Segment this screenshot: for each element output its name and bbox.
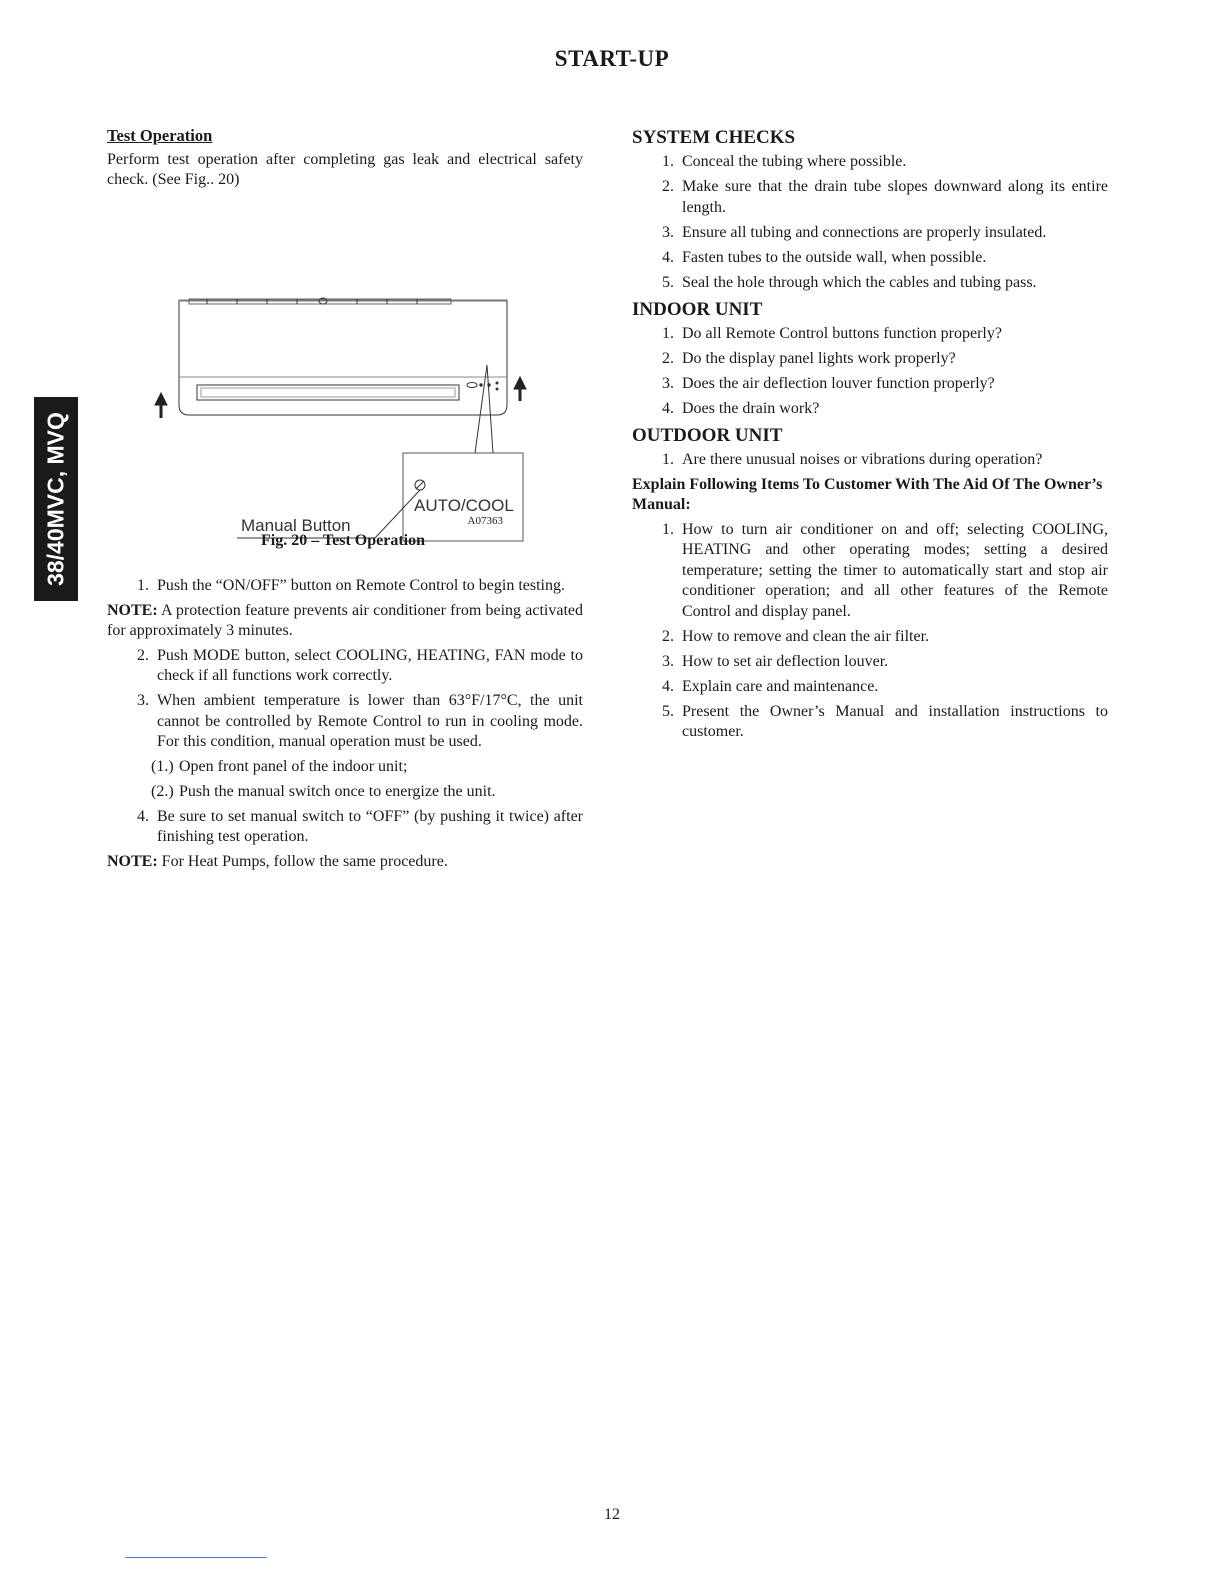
test-step-3: 3. When ambient temperature is lower than 63°F/17°C, the unit cannot be controlled by Remote Control to run in cooling mode. For this condition, manual operation must be used. (1.) Open front panel of the indoor unit; (2.) Push the manual switch once to energize the unit. — [107, 691, 583, 802]
test-step-2: 2. Push MODE button, select COOLING, HEATING, FAN mode to check if all functions work correctly. — [137, 646, 583, 684]
list-item: 1. Conceal the tubing where possible. — [662, 153, 907, 170]
page-number: 12 — [604, 1506, 620, 1523]
list-item: 5. Present the Owner’s Manual and installation instructions to customer. — [662, 702, 1108, 740]
list-item: 3. Does the air deflection louver function properly? — [662, 374, 995, 392]
explain-list — [632, 520, 1108, 743]
list-item: 1. How to turn air conditioner on and off; selecting COOLING, HEATING and other operating modes; setting a desired temperature; setting the timer to automatically start and stop air conditioner operation; and all other features of the Remote Control and display panel. — [662, 520, 1108, 620]
list-item: 2. Do the display panel lights work properly? — [662, 349, 956, 367]
figure-caption: Fig. 20 – Test Operation — [260, 532, 425, 549]
list-item: 2. Make sure that the drain tube slopes downward along its entire length. — [662, 178, 1108, 216]
list-item: 1. Are there unusual noises or vibrations during operation? — [662, 450, 1043, 468]
note-heat-pumps: NOTE: For Heat Pumps, follow the same procedure. — [107, 853, 448, 870]
side-tab-label: 38/40MVC, MVQ — [42, 412, 69, 586]
list-item: 3. Ensure all tubing and connections are properly insulated. — [662, 223, 1047, 241]
list-item: 4. Explain care and maintenance. — [662, 677, 879, 695]
figure-code: A07363 — [467, 514, 503, 527]
auto-cool-label: AUTO/COOL — [414, 495, 514, 515]
note-protection: NOTE: A protection feature prevents air conditioner from being activated for approximately 3 minutes. — [107, 601, 583, 639]
outdoor-unit-heading: OUTDOOR UNIT — [632, 424, 783, 446]
list-item: 5. Seal the hole through which the cables and tubing pass. — [662, 273, 1037, 291]
test-substep-1: (1.) Open front panel of the indoor unit; — [151, 757, 408, 775]
list-item: 4. Does the drain work? — [662, 399, 820, 417]
list-item: 4. Fasten tubes to the outside wall, when possible. — [662, 248, 987, 266]
list-item: 1. Do all Remote Control buttons function properly? — [662, 324, 1002, 342]
side-tab — [34, 397, 78, 601]
indoor-unit-heading: INDOOR UNIT — [632, 298, 763, 320]
explain-heading: Explain Following Items To Customer With The Aid Of The Owner’s Manual: — [632, 475, 1103, 513]
test-step-4: 4. Be sure to set manual switch to “OFF” (by pushing it twice) after finishing test operation. — [137, 807, 583, 845]
page-title: START-UP — [554, 46, 670, 71]
list-item: 2. How to remove and clean the air filter. — [662, 627, 930, 645]
system-checks-list — [632, 152, 1108, 293]
system-checks-heading: SYSTEM CHECKS — [632, 127, 796, 148]
test-operation-heading: Test Operation — [107, 126, 213, 145]
right-column — [632, 126, 1108, 747]
left-column — [107, 126, 583, 877]
indoor-unit-list — [632, 324, 1108, 420]
test-step-1: 1. Push the “ON/OFF” button on Remote Control to begin testing. — [137, 576, 565, 594]
list-item: 3. How to set air deflection louver. — [662, 652, 889, 670]
test-substep-2: (2.) Push the manual switch once to energize the unit. — [151, 782, 496, 800]
test-operation-intro: Perform test operation after completing gas leak and electrical safety check. (See Fig.. 20) — [107, 150, 583, 188]
footer-rule — [125, 1557, 267, 1558]
outdoor-unit-list — [632, 450, 1108, 471]
manual-button-label: Manual Button — [241, 515, 351, 535]
